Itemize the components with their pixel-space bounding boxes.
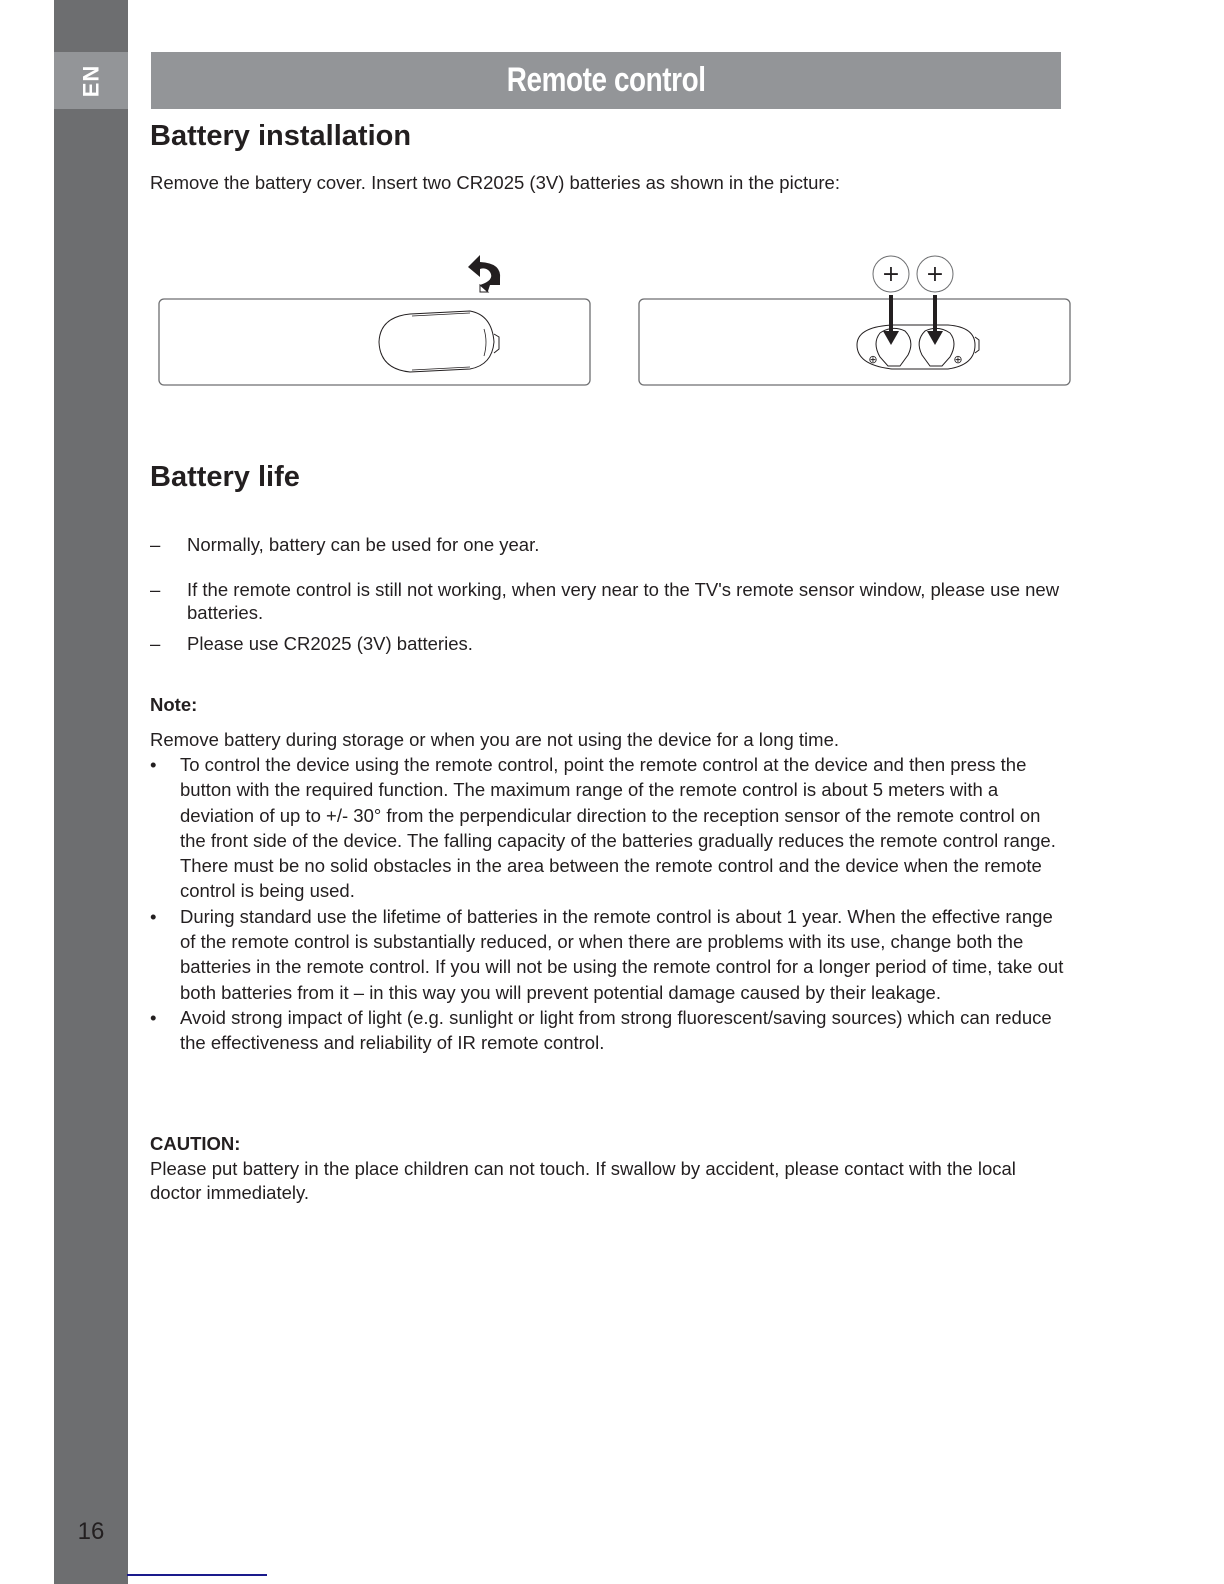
battery-life-heading: Battery life: [150, 461, 300, 493]
caution-label: CAUTION:: [150, 1133, 241, 1154]
dash-marker: –: [150, 579, 161, 600]
battery-installation-heading: Battery installation: [150, 120, 412, 152]
list-item-text: If the remote control is still not working, when very near to the TV's remote sensor window, please use new batteries.: [187, 579, 1060, 623]
battery-installation-instruction: Remove the battery cover. Insert two CR2025 (3V) batteries as shown in the picture:: [150, 172, 840, 193]
note-intro: Remove battery during storage or when you are not using the device for a long time.: [150, 729, 839, 750]
list-item: [150, 632, 1060, 655]
caution-text: Please put battery in the place children can not touch. If swallow by accident, please contact with the local doctor immediately.: [150, 1158, 1016, 1203]
svg-text:+: +: [925, 262, 945, 287]
title-bar: [151, 52, 1061, 109]
dash-marker: –: [150, 633, 161, 654]
svg-text:⊕: ⊕: [953, 353, 963, 366]
bullet-marker: •: [150, 1006, 157, 1028]
battery-coin-2: [917, 256, 953, 292]
bullet-marker: •: [150, 905, 157, 927]
dash-marker: –: [150, 534, 161, 555]
list-item-text: Please use CR2025 (3V) batteries.: [187, 633, 473, 654]
list-item-text: During standard use the lifetime of batteries in the remote control is about 1 year. When the effective range of the remote control is substantially reduced, or when there are problems with its use, change both the batteries in the remote control. If you will not be using the remote control for a longer period of time, take out both batteries from it – in this way you will prevent potential damage caused by their leakage.: [180, 905, 1064, 1003]
note-label: Note:: [150, 694, 198, 715]
battery-insert-diagram: [630, 245, 1080, 395]
insert-battery-arrows-icon: [883, 295, 943, 345]
battery-life-list: [150, 533, 1060, 655]
battery-coin-1: [873, 256, 909, 292]
page-title: Remote control: [506, 61, 706, 99]
list-item: [150, 533, 1060, 556]
list-item-text: Avoid strong impact of light (e.g. sunlight or light from strong fluorescent/saving sources) which can reduce the effectiveness and reliability of IR remote control.: [180, 1006, 1052, 1054]
list-item-text: To control the device using the remote control, point the remote control at the device and then press the button with the required function. The maximum range of the remote control is about 5 meters with a deviation of up to +/- 30° from the perpendicular direction to the reception sensor of the remote control on the front side of the device. The falling capacity of the batteries gradually reduces the remote control range. There must be no solid obstacles in the area between the remote control and the device when the remote control is being used.: [180, 754, 1056, 902]
note-bullet-list: [150, 752, 1065, 1056]
open-cover-arrow-icon: [468, 255, 500, 292]
svg-text:+: +: [881, 262, 901, 287]
battery-compartment: [857, 325, 979, 369]
svg-text:⊕: ⊕: [868, 353, 878, 366]
bullet-marker: •: [150, 754, 157, 775]
list-item: [150, 904, 1065, 1005]
list-item: [150, 578, 1060, 624]
battery-cover-shape: [379, 311, 499, 372]
footer-rule: [127, 1574, 267, 1576]
language-tab: [54, 52, 128, 109]
list-item: [150, 752, 1065, 904]
sidebar-strip: [54, 0, 128, 1584]
list-item-text: Normally, battery can be used for one year.: [187, 534, 540, 555]
language-label: EN: [78, 64, 103, 97]
list-item: [150, 1005, 1065, 1056]
remote-cover-diagram: [150, 245, 600, 395]
page-number: 16: [77, 1518, 105, 1545]
